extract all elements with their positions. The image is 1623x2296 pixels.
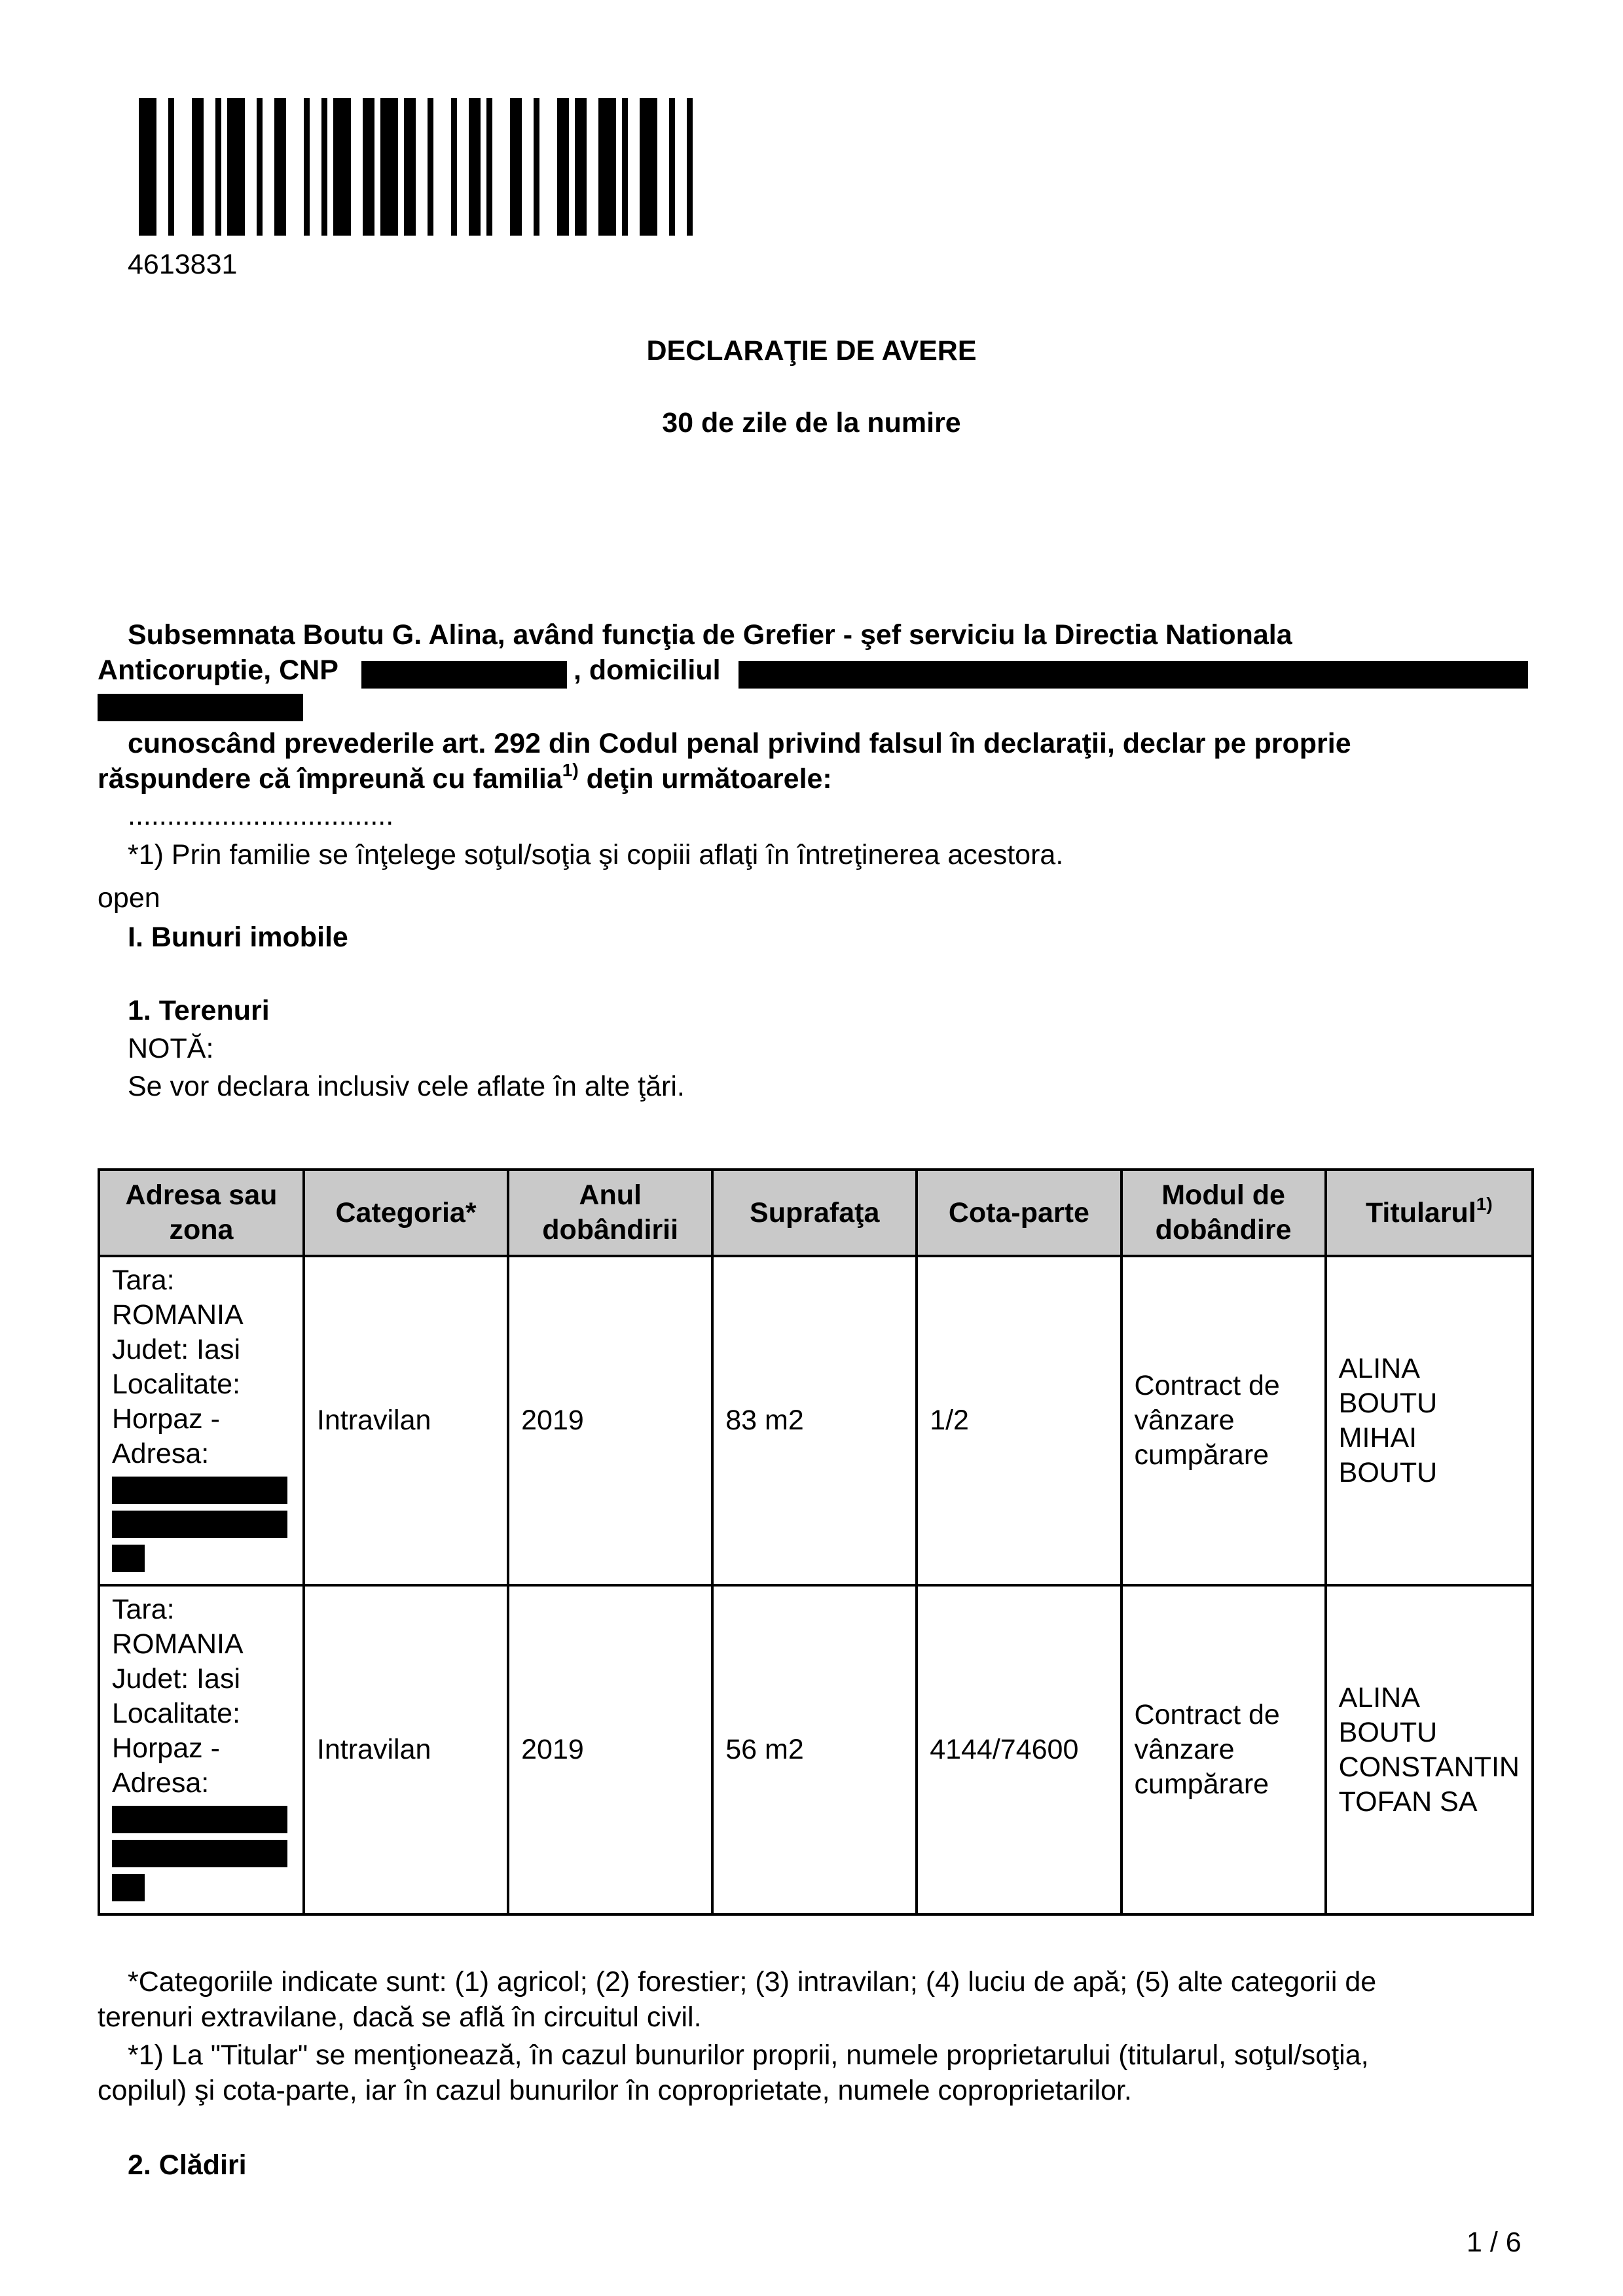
intro-line-4	[98, 762, 832, 797]
subsection-title-land: 1. Terenuri	[128, 995, 270, 1026]
barcode-bar	[274, 98, 286, 236]
barcode-bar	[333, 98, 351, 236]
redacted-land-address	[112, 1545, 145, 1572]
cell-share: 1/2	[917, 1256, 1121, 1585]
category-note-line-2: terenuri extravilane, dacă se află în circuitul civil.	[98, 2001, 702, 2033]
note-text: Se vor declara inclusiv cele aflate în alte ţări.	[128, 1071, 685, 1102]
barcode-bar	[486, 98, 492, 236]
cell-holder: ALINA BOUTU MIHAI BOUTU	[1326, 1256, 1533, 1585]
barcode-bar	[669, 98, 675, 236]
barcode-bar	[428, 98, 433, 236]
cell-area: 56 m2	[712, 1585, 917, 1914]
barcode-bar	[598, 98, 616, 236]
table-row	[99, 1256, 1533, 1585]
cell-mode: Contract de vânzare cumpărare	[1122, 1585, 1326, 1914]
header-holder-label: Titularul	[1365, 1196, 1476, 1229]
note-label: NOTĂ:	[128, 1033, 214, 1064]
cell-area: 83 m2	[712, 1256, 917, 1585]
cell-category: Intravilan	[304, 1256, 508, 1585]
barcode-bar	[510, 98, 522, 236]
redacted-cnp	[361, 661, 567, 689]
barcode-bar	[168, 98, 174, 236]
barcode-bar	[321, 98, 327, 236]
barcode-bar	[363, 98, 374, 236]
barcode-bar	[257, 98, 263, 236]
document-title: DECLARAŢIE DE AVERE	[646, 335, 977, 367]
cell-holder: ALINA BOUTU CONSTANTIN TOFAN SA	[1326, 1585, 1533, 1914]
header-share: Cota-parte	[917, 1170, 1121, 1256]
barcode-bar	[640, 98, 657, 236]
table-header-row	[99, 1170, 1533, 1256]
address-text: Tara: ROMANIA Judet: Iasi Localitate: Horpaz - Adresa:	[112, 1264, 242, 1469]
header-category: Categoria*	[304, 1170, 508, 1256]
intro-line-4b: deţin următoarele:	[578, 763, 832, 795]
subsection-title-buildings: 2. Clădiri	[128, 2149, 247, 2181]
barcode-number: 4613831	[128, 249, 238, 280]
intro-line-1: Subsemnata Boutu G. Alina, având funcţia de Grefier - şef serviciu la Directia Nationala	[128, 619, 1292, 651]
header-mode: Modul de dobândire	[1122, 1170, 1326, 1256]
cell-share: 4144/74600	[917, 1585, 1121, 1914]
barcode-bar	[404, 98, 416, 236]
cell-year: 2019	[508, 1585, 712, 1914]
land-table	[98, 1168, 1534, 1916]
address-text: Tara: ROMANIA Judet: Iasi Localitate: Horpaz - Adresa:	[112, 1593, 242, 1799]
barcode-bar	[575, 98, 587, 236]
table-row	[99, 1585, 1533, 1914]
intro-line-4a: răspundere că împreună cu familia	[98, 763, 562, 795]
redacted-address-cont	[98, 694, 303, 721]
intro-line-4-sup: 1)	[562, 760, 579, 780]
cell-year: 2019	[508, 1256, 712, 1585]
redacted-land-address	[112, 1840, 287, 1867]
barcode-bar	[192, 98, 204, 236]
redacted-land-address	[112, 1511, 287, 1538]
barcode-bar	[622, 98, 628, 236]
family-footnote: *1) Prin familie se înţelege soţul/soţia şi copiii aflaţi în întreţinerea acestora.	[128, 839, 1064, 870]
cell-category: Intravilan	[304, 1585, 508, 1914]
intro-dots: ..................................	[128, 800, 394, 831]
page-indicator: 1 / 6	[1467, 2227, 1522, 2258]
redacted-address	[739, 661, 1528, 689]
barcode-bar	[557, 98, 569, 236]
header-area: Suprafaţa	[712, 1170, 917, 1256]
document-subtitle: 30 de zile de la numire	[662, 407, 961, 439]
barcode-bar	[380, 98, 398, 236]
cell-mode: Contract de vânzare cumpărare	[1122, 1256, 1326, 1585]
cell-address	[99, 1256, 304, 1585]
barcode-bar	[139, 98, 156, 236]
redacted-land-address	[112, 1477, 287, 1504]
header-address: Adresa sau zona	[99, 1170, 304, 1256]
redacted-land-address	[112, 1806, 287, 1833]
intro-line-2a: Anticoruptie, CNP	[98, 655, 338, 686]
barcode-bar	[227, 98, 245, 236]
barcode-bar	[469, 98, 481, 236]
barcode-bar	[451, 98, 457, 236]
barcode-bar	[304, 98, 310, 236]
intro-line-3: cunoscând prevederile art. 292 din Codul penal privind falsul în declaraţii, declar pe proprie	[128, 728, 1351, 759]
category-note-line-1: *Categoriile indicate sunt: (1) agricol; (2) forestier; (3) intravilan; (4) luciu de apă; (5) alte categorii de	[128, 1966, 1377, 1998]
header-holder	[1326, 1170, 1533, 1256]
redacted-land-address	[112, 1874, 145, 1901]
intro-line-2b: , domiciliul	[574, 655, 721, 686]
header-year: Anul dobândirii	[508, 1170, 712, 1256]
section-title-real-estate: I. Bunuri imobile	[128, 922, 348, 953]
header-holder-sup: 1)	[1476, 1193, 1493, 1214]
barcode	[139, 98, 882, 236]
barcode-bar	[534, 98, 539, 236]
holder-note-line-1: *1) La "Titular" se menţionează, în cazul bunurilor proprii, numele proprietarului (titularul, soţul/soţia,	[128, 2039, 1369, 2071]
open-label: open	[98, 882, 160, 914]
barcode-bar	[215, 98, 221, 236]
holder-note-line-2: copilul) şi cota-parte, iar în cazul bunurilor în coproprietate, numele coproprietarilor.	[98, 2075, 1132, 2106]
barcode-bar	[687, 98, 693, 236]
cell-address	[99, 1585, 304, 1914]
